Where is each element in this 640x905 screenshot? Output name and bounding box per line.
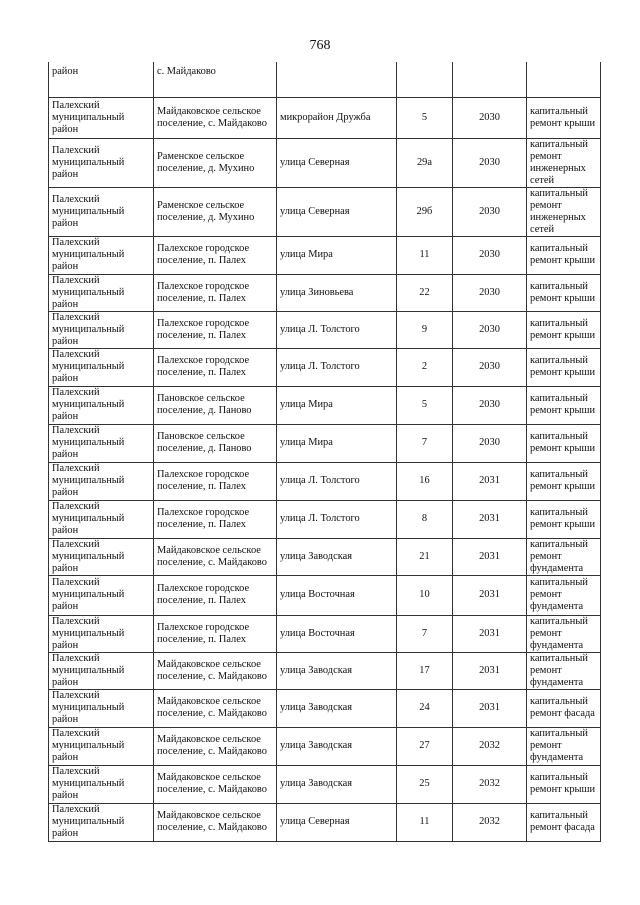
- settlement-cell: Майдаковское сельское поселение, с. Майдаково: [154, 727, 277, 765]
- district-cell: Палехский муниципальный район: [49, 652, 154, 689]
- district-cell: Палехский муниципальный район: [49, 236, 154, 274]
- settlement-cell: Майдаковское сельское поселение, с. Майдаково: [154, 765, 277, 803]
- work-cell: капитальный ремонт инженерных сетей: [527, 187, 601, 236]
- district-cell: Палехский муниципальный район: [49, 311, 154, 348]
- street-cell: [277, 62, 397, 97]
- house-cell: 7: [397, 424, 453, 462]
- house-cell: 22: [397, 274, 453, 311]
- work-cell: капитальный ремонт крыши: [527, 424, 601, 462]
- house-cell: 21: [397, 538, 453, 575]
- table-row: [49, 138, 601, 187]
- house-cell: 27: [397, 727, 453, 765]
- year-cell: 2030: [453, 386, 527, 424]
- district-cell: Палехский муниципальный район: [49, 424, 154, 462]
- year-cell: 2030: [453, 424, 527, 462]
- district-cell: Палехский муниципальный район: [49, 500, 154, 538]
- table-row: [49, 97, 601, 138]
- street-cell: микрорайон Дружба: [277, 97, 397, 138]
- district-cell: район: [49, 62, 154, 97]
- table-row: [49, 615, 601, 652]
- work-cell: капитальный ремонт фундамента: [527, 538, 601, 575]
- house-cell: 7: [397, 615, 453, 652]
- street-cell: улица Л. Толстого: [277, 462, 397, 500]
- house-cell: 10: [397, 575, 453, 615]
- district-cell: Палехский муниципальный район: [49, 803, 154, 841]
- settlement-cell: с. Майдаково: [154, 62, 277, 97]
- district-cell: Палехский муниципальный район: [49, 765, 154, 803]
- table-row: [49, 274, 601, 311]
- year-cell: 2031: [453, 500, 527, 538]
- work-cell: капитальный ремонт фасада: [527, 689, 601, 727]
- settlement-cell: Раменское сельское поселение, д. Мухино: [154, 187, 277, 236]
- street-cell: улица Северная: [277, 187, 397, 236]
- settlement-cell: Майдаковское сельское поселение, с. Майдаково: [154, 803, 277, 841]
- street-cell: улица Заводская: [277, 538, 397, 575]
- settlement-cell: Пановское сельское поселение, д. Паново: [154, 386, 277, 424]
- year-cell: [453, 62, 527, 97]
- table-row: [49, 727, 601, 765]
- year-cell: 2030: [453, 236, 527, 274]
- table-row: [49, 424, 601, 462]
- table-row: [49, 500, 601, 538]
- street-cell: улица Заводская: [277, 765, 397, 803]
- street-cell: улица Заводская: [277, 652, 397, 689]
- house-cell: 2: [397, 348, 453, 386]
- table-row: [49, 652, 601, 689]
- table-row: [49, 538, 601, 575]
- street-cell: улица Мира: [277, 236, 397, 274]
- house-cell: 16: [397, 462, 453, 500]
- street-cell: улица Восточная: [277, 615, 397, 652]
- house-cell: 24: [397, 689, 453, 727]
- street-cell: улица Зиновьева: [277, 274, 397, 311]
- district-cell: Палехский муниципальный район: [49, 689, 154, 727]
- year-cell: 2032: [453, 727, 527, 765]
- district-cell: Палехский муниципальный район: [49, 538, 154, 575]
- settlement-cell: Палехское городское поселение, п. Палех: [154, 274, 277, 311]
- year-cell: 2032: [453, 803, 527, 841]
- year-cell: 2031: [453, 462, 527, 500]
- table-row: [49, 187, 601, 236]
- work-cell: капитальный ремонт крыши: [527, 462, 601, 500]
- table-row: [49, 689, 601, 727]
- repair-schedule-table: [48, 62, 601, 842]
- street-cell: улица Л. Толстого: [277, 348, 397, 386]
- work-cell: капитальный ремонт фасада: [527, 803, 601, 841]
- page-number: 768: [309, 38, 331, 53]
- settlement-cell: Майдаковское сельское поселение, с. Майдаково: [154, 652, 277, 689]
- street-cell: улица Восточная: [277, 575, 397, 615]
- year-cell: 2031: [453, 689, 527, 727]
- district-cell: Палехский муниципальный район: [49, 97, 154, 138]
- settlement-cell: Раменское сельское поселение, д. Мухино: [154, 138, 277, 187]
- table-row: [49, 462, 601, 500]
- work-cell: капитальный ремонт фундамента: [527, 652, 601, 689]
- district-cell: Палехский муниципальный район: [49, 727, 154, 765]
- district-cell: Палехский муниципальный район: [49, 138, 154, 187]
- work-cell: капитальный ремонт крыши: [527, 348, 601, 386]
- settlement-cell: Майдаковское сельское поселение, с. Майдаково: [154, 538, 277, 575]
- year-cell: 2030: [453, 187, 527, 236]
- work-cell: капитальный ремонт крыши: [527, 500, 601, 538]
- year-cell: 2030: [453, 138, 527, 187]
- settlement-cell: Палехское городское поселение, п. Палех: [154, 236, 277, 274]
- house-cell: 8: [397, 500, 453, 538]
- year-cell: 2030: [453, 311, 527, 348]
- settlement-cell: Палехское городское поселение, п. Палех: [154, 615, 277, 652]
- settlement-cell: Майдаковское сельское поселение, с. Майдаково: [154, 689, 277, 727]
- work-cell: капитальный ремонт крыши: [527, 311, 601, 348]
- settlement-cell: Палехское городское поселение, п. Палех: [154, 348, 277, 386]
- table-row: [49, 311, 601, 348]
- year-cell: 2031: [453, 575, 527, 615]
- year-cell: 2031: [453, 538, 527, 575]
- work-cell: капитальный ремонт фундамента: [527, 615, 601, 652]
- district-cell: Палехский муниципальный район: [49, 386, 154, 424]
- table-row: [49, 575, 601, 615]
- work-cell: капитальный ремонт фундамента: [527, 727, 601, 765]
- year-cell: 2030: [453, 97, 527, 138]
- year-cell: 2031: [453, 615, 527, 652]
- street-cell: улица Мира: [277, 424, 397, 462]
- district-cell: Палехский муниципальный район: [49, 187, 154, 236]
- work-cell: капитальный ремонт инженерных сетей: [527, 138, 601, 187]
- work-cell: капитальный ремонт крыши: [527, 765, 601, 803]
- work-cell: капитальный ремонт крыши: [527, 274, 601, 311]
- house-cell: 29а: [397, 138, 453, 187]
- work-cell: капитальный ремонт фундамента: [527, 575, 601, 615]
- settlement-cell: Майдаковское сельское поселение, с. Майдаково: [154, 97, 277, 138]
- district-cell: Палехский муниципальный район: [49, 348, 154, 386]
- settlement-cell: Палехское городское поселение, п. Палех: [154, 575, 277, 615]
- work-cell: капитальный ремонт крыши: [527, 236, 601, 274]
- settlement-cell: Палехское городское поселение, п. Палех: [154, 500, 277, 538]
- table-row: [49, 386, 601, 424]
- table-row: [49, 348, 601, 386]
- work-cell: капитальный ремонт крыши: [527, 386, 601, 424]
- table-row: [49, 765, 601, 803]
- district-cell: Палехский муниципальный район: [49, 575, 154, 615]
- settlement-cell: Палехское городское поселение, п. Палех: [154, 311, 277, 348]
- work-cell: [527, 62, 601, 97]
- settlement-cell: Пановское сельское поселение, д. Паново: [154, 424, 277, 462]
- table-row: [49, 236, 601, 274]
- house-cell: 25: [397, 765, 453, 803]
- house-cell: 11: [397, 803, 453, 841]
- street-cell: улица Заводская: [277, 727, 397, 765]
- house-cell: 17: [397, 652, 453, 689]
- district-cell: Палехский муниципальный район: [49, 615, 154, 652]
- street-cell: улица Северная: [277, 138, 397, 187]
- house-cell: 29б: [397, 187, 453, 236]
- street-cell: улица Северная: [277, 803, 397, 841]
- district-cell: Палехский муниципальный район: [49, 462, 154, 500]
- year-cell: 2030: [453, 274, 527, 311]
- table-row: [49, 803, 601, 841]
- year-cell: 2032: [453, 765, 527, 803]
- work-cell: капитальный ремонт крыши: [527, 97, 601, 138]
- house-cell: 5: [397, 97, 453, 138]
- settlement-cell: Палехское городское поселение, п. Палех: [154, 462, 277, 500]
- house-cell: 5: [397, 386, 453, 424]
- house-cell: [397, 62, 453, 97]
- continued-row: [49, 62, 601, 97]
- street-cell: улица Л. Толстого: [277, 311, 397, 348]
- house-cell: 11: [397, 236, 453, 274]
- house-cell: 9: [397, 311, 453, 348]
- year-cell: 2030: [453, 348, 527, 386]
- district-cell: Палехский муниципальный район: [49, 274, 154, 311]
- year-cell: 2031: [453, 652, 527, 689]
- street-cell: улица Мира: [277, 386, 397, 424]
- street-cell: улица Л. Толстого: [277, 500, 397, 538]
- street-cell: улица Заводская: [277, 689, 397, 727]
